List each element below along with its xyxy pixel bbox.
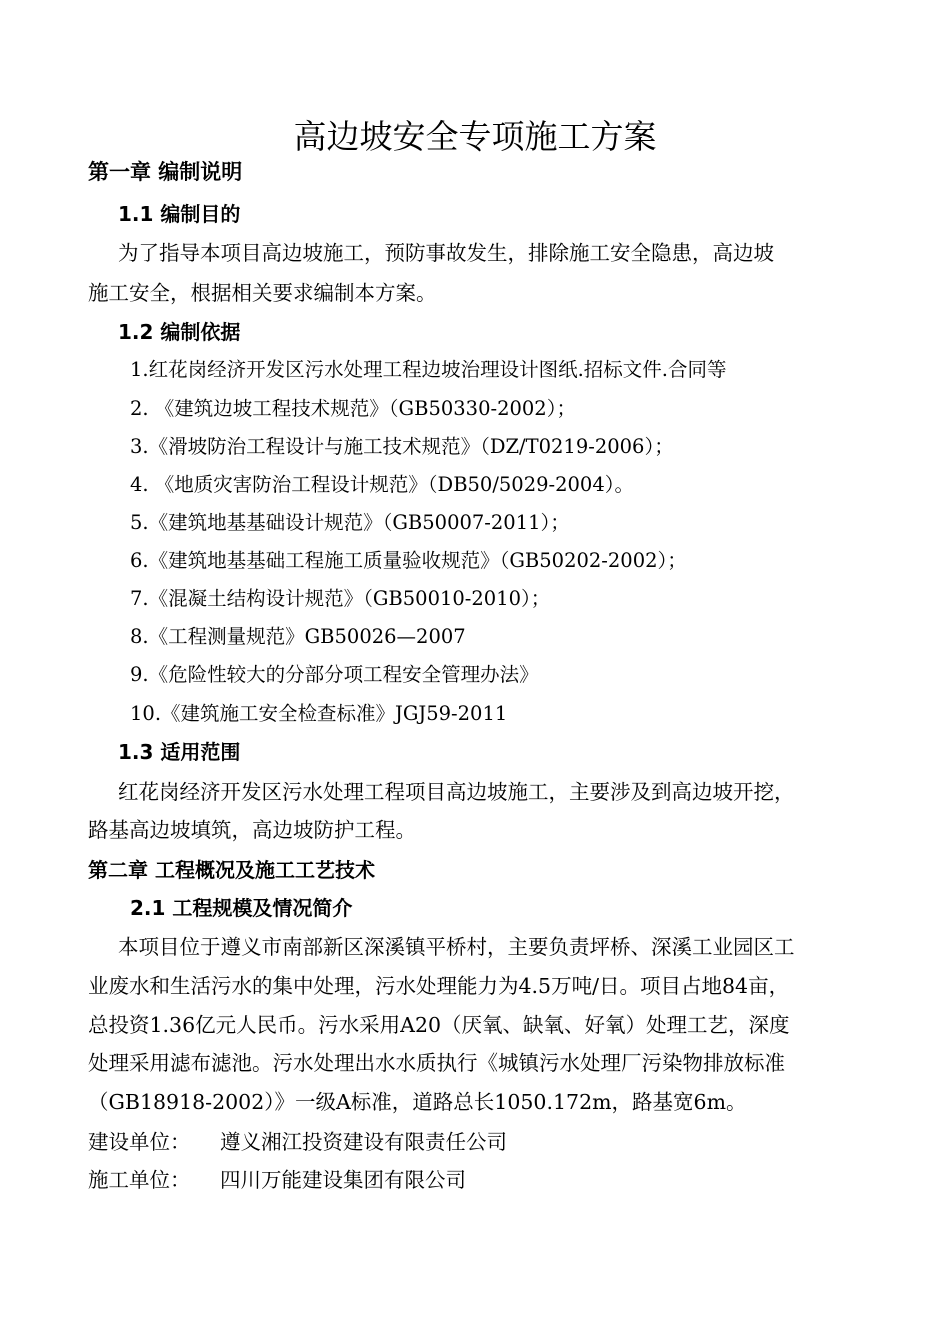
section-2-1-text-line-1: 本项目位于遵义市南部新区深溪镇平桥村，主要负责坪桥、深溪工业园区工 (118, 935, 795, 959)
section-1-3-text-line-1: 红花岗经济开发区污水处理工程项目高边坡施工，主要涉及到高边坡开挖， (118, 780, 795, 804)
reference-item-6: 6.《建筑地基基础工程施工质量验收规范》（GB50202-2002）； (130, 549, 687, 572)
section-1-2-heading: 1.2 编制依据 (118, 320, 241, 344)
reference-item-10: 10.《建筑施工安全检查标准》JGJ59-2011 (130, 702, 508, 725)
section-2-1-text-line-3: 总投资1.36亿元人民币。污水采用A20（厌氧、缺氧、好氧）处理工艺，深度 (88, 1013, 790, 1037)
reference-item-2: 2. 《建筑边坡工程技术规范》（GB50330-2002）； (130, 397, 576, 420)
reference-item-8: 8.《工程测量规范》GB50026—2007 (130, 625, 466, 648)
reference-item-4: 4. 《地质灾害防治工程设计规范》（DB50/5029-2004）。 (130, 473, 634, 496)
section-1-3-text-line-2: 路基高边坡填筑，高边坡防护工程。 (88, 818, 416, 842)
section-1-1-text-line-1: 为了指导本项目高边坡施工，预防事故发生，排除施工安全隐患，高边坡 (118, 241, 774, 265)
contractor-value: 四川万能建设集团有限公司 (220, 1168, 466, 1192)
section-2-1-text-line-5: （GB18918-2002）》一级A标准，道路总长1050.172m，路基宽6m。 (88, 1090, 747, 1114)
section-2-1-text-line-2: 业废水和生活污水的集中处理，污水处理能力为4.5万吨/日。项目占地84亩， (88, 974, 790, 998)
section-1-1-heading: 1.1 编制目的 (118, 202, 241, 226)
chapter-1-heading: 第一章 编制说明 (88, 160, 243, 184)
reference-item-7: 7.《混凝土结构设计规范》（GB50010-2010）； (130, 587, 551, 610)
construction-owner-label: 建设单位： (88, 1130, 191, 1154)
reference-item-5: 5.《建筑地基基础设计规范》（GB50007-2011）； (130, 511, 570, 534)
reference-item-3: 3.《滑坡防治工程设计与施工技术规范》（DZ/T0219-2006）； (130, 435, 674, 458)
reference-item-9: 9.《危险性较大的分部分项工程安全管理办法》 (130, 663, 539, 686)
section-2-1-text-line-4: 处理采用滤布滤池。污水处理出水水质执行《城镇污水处理厂污染物排放标准 (88, 1051, 785, 1075)
reference-item-1: 1.红花岗经济开发区污水处理工程边坡治理设计图纸.招标文件.合同等 (130, 358, 727, 381)
section-1-3-heading: 1.3 适用范围 (118, 740, 241, 764)
contractor-row (88, 1165, 466, 1195)
chapter-2-heading: 第二章 工程概况及施工工艺技术 (88, 858, 375, 882)
contractor-label: 施工单位： (88, 1168, 191, 1192)
section-2-1-heading: 2.1 工程规模及情况简介 (130, 896, 353, 920)
section-1-1-text-line-2: 施工安全，根据相关要求编制本方案。 (88, 281, 437, 305)
construction-owner-value: 遵义湘江投资建设有限责任公司 (220, 1130, 507, 1154)
document-title: 高边坡安全专项施工方案 (293, 117, 657, 156)
construction-owner-row (88, 1127, 507, 1157)
